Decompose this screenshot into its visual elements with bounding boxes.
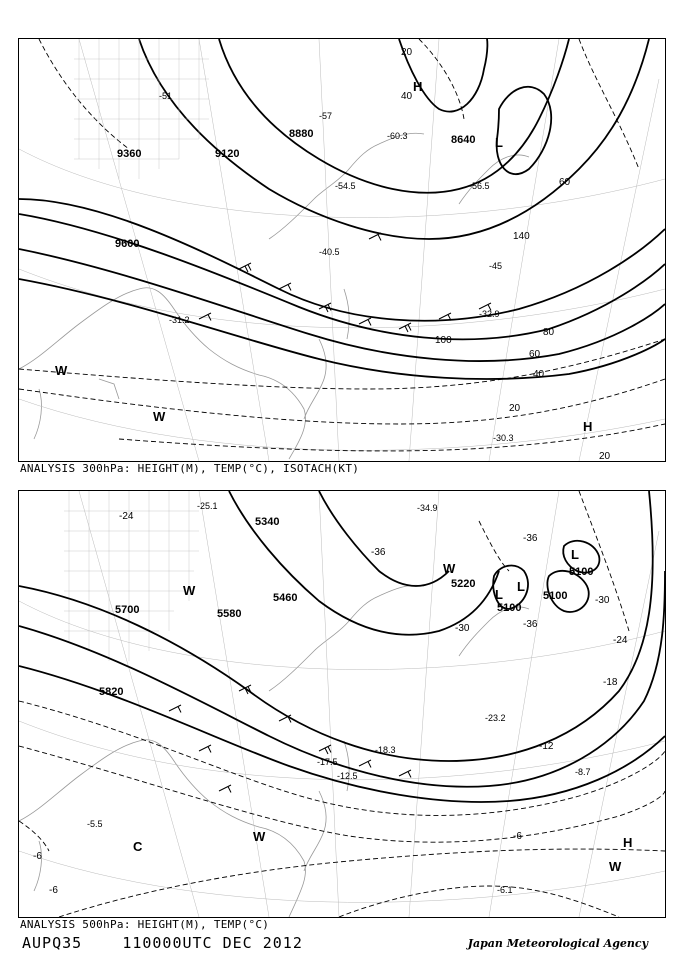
height-label: 5100 — [569, 566, 594, 578]
station-temp-label: -18.3 — [375, 745, 396, 755]
agency-credit: Japan Meteorological Agency — [467, 937, 648, 950]
isotherm-label: -24 — [613, 635, 628, 646]
isotherm-label: -6 — [513, 831, 522, 842]
isotherm-label: -24 — [119, 511, 134, 522]
high-pressure-symbol: H — [413, 79, 423, 94]
wind-barbs-300 — [199, 233, 491, 332]
station-temp-label: -23.2 — [485, 713, 506, 723]
height-label: 5100 — [497, 602, 522, 614]
height-label: 5220 — [451, 578, 476, 590]
graticule-500 — [19, 491, 665, 917]
station-temp-label: -17.5 — [317, 757, 338, 767]
station-temp-label: -12.5 — [337, 771, 358, 781]
low-pressure-symbol: L — [571, 547, 579, 562]
map-300hpa-canvas — [19, 39, 665, 461]
cold-symbol: C — [133, 839, 143, 854]
isotach-labels-300 — [401, 47, 611, 461]
height-labels-300 — [115, 128, 475, 250]
isotherms-500 — [19, 491, 665, 917]
warm-symbol: W — [609, 859, 622, 874]
warm-symbol: W — [55, 363, 68, 378]
isotach-label: 100 — [435, 335, 452, 346]
height-label: 5820 — [99, 686, 124, 698]
height-label: 8640 — [451, 134, 476, 146]
isotach-label: 40 — [533, 369, 545, 380]
isotherm-label: -30 — [595, 595, 610, 606]
height-label: 8880 — [289, 128, 314, 140]
isotherm-label: -12 — [539, 741, 554, 752]
isotach-label: 80 — [543, 327, 555, 338]
height-contours-500 — [19, 491, 665, 802]
high-pressure-symbol: H — [623, 835, 633, 850]
height-label: 5100 — [543, 590, 568, 602]
isotherm-label: -6 — [49, 885, 58, 896]
height-label: 5580 — [217, 608, 242, 620]
warm-symbol: W — [253, 829, 266, 844]
warm-symbol: W — [153, 409, 166, 424]
height-label: 9120 — [215, 148, 240, 160]
low-pressure-symbol: L — [495, 587, 503, 602]
isotherm-label: -36 — [523, 619, 538, 630]
temp-label: -56.5 — [469, 181, 490, 191]
isotach-label: 20 — [509, 403, 521, 414]
valid-time: 110000UTC DEC 2012 — [122, 934, 303, 952]
station-temp-label: -25.1 — [197, 501, 218, 511]
height-label: 9600 — [115, 238, 140, 250]
isotherm-label: -36 — [523, 533, 538, 544]
station-temp-label: -8.7 — [575, 767, 591, 777]
temp-label: -30.3 — [493, 433, 514, 443]
height-label: 9360 — [117, 148, 142, 160]
temp-label: -54.5 — [335, 181, 356, 191]
isotach-label: 140 — [513, 231, 530, 242]
product-id: AUPQ35 — [22, 934, 83, 952]
isotach-label: 20 — [599, 451, 611, 461]
map-300hpa-panel — [18, 38, 666, 462]
high-pressure-symbol: H — [583, 419, 593, 434]
hatch-region-300 — [74, 39, 209, 179]
temp-label: -40.5 — [319, 247, 340, 257]
warm-symbol: W — [443, 561, 456, 576]
isotherm-label: -18 — [603, 677, 618, 688]
station-temp-label: -34.9 — [417, 503, 438, 513]
caption-300hpa: ANALYSIS 300hPa: HEIGHT(M), TEMP(°C), ISOTACH(KT) — [20, 462, 360, 475]
isotherm-label: -6 — [33, 851, 42, 862]
temp-label: -51 — [159, 91, 173, 101]
warm-symbol: W — [183, 583, 196, 598]
height-labels-500 — [99, 516, 593, 698]
isotach-label: 60 — [559, 177, 571, 188]
temp-label: -45 — [489, 261, 503, 271]
isotach-label: 20 — [401, 47, 413, 58]
coastline-500 — [19, 585, 529, 917]
map-500hpa-panel — [18, 490, 666, 918]
caption-500hpa: ANALYSIS 500hPa: HEIGHT(M), TEMP(°C) — [20, 918, 270, 931]
isotherm-label: -30 — [455, 623, 470, 634]
map-500hpa-canvas — [19, 491, 665, 917]
wind-barbs-500 — [169, 685, 411, 793]
graticule-300 — [19, 39, 665, 461]
product-header — [22, 934, 303, 952]
height-contours-300 — [19, 39, 665, 379]
isotach-label: 40 — [401, 91, 413, 102]
isotherm-labels-500 — [33, 511, 628, 896]
temp-label: -60.3 — [387, 131, 408, 141]
low-pressure-symbol: L — [517, 579, 525, 594]
temp-label: -31.2 — [169, 315, 190, 325]
station-temp-label: -5.5 — [87, 819, 103, 829]
isotherm-label: -36 — [371, 547, 386, 558]
height-label: 5340 — [255, 516, 280, 528]
low-pressure-symbol: L — [495, 135, 503, 150]
temp-label: -57 — [319, 111, 333, 121]
isotach-label: 60 — [529, 349, 541, 360]
station-temp-label: -6.1 — [497, 885, 513, 895]
height-label: 5700 — [115, 604, 140, 616]
temp-label: -32.9 — [479, 309, 500, 319]
height-label: 5460 — [273, 592, 298, 604]
